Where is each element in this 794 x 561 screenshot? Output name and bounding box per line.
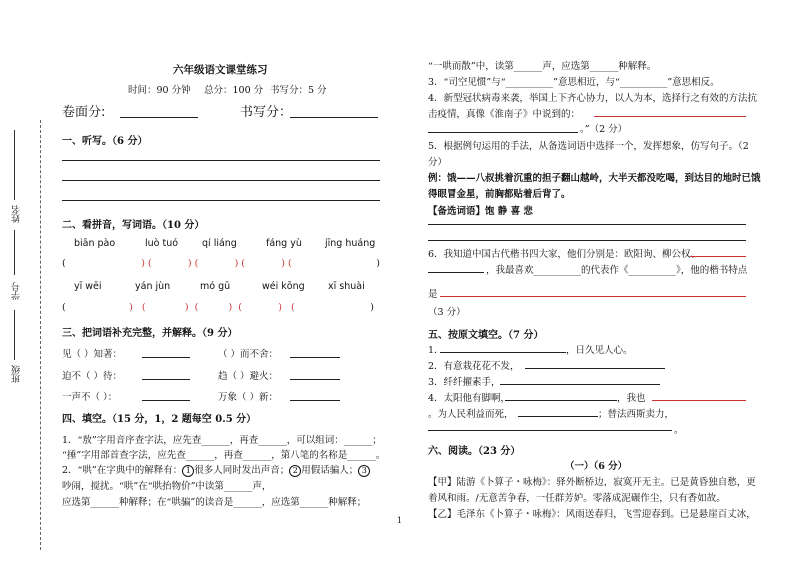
circle-2-icon: 2 <box>289 465 301 477</box>
idiom-answer[interactable] <box>290 357 340 358</box>
quote-answer[interactable] <box>594 116 746 117</box>
poem-answer[interactable] <box>525 368 665 369</box>
poem-answer[interactable] <box>518 416 598 417</box>
pinyin: biān pào <box>74 238 116 249</box>
poem-answer[interactable] <box>505 400 617 401</box>
class-line <box>14 310 15 360</box>
answer-boxes-row1[interactable]: ( ) ( ) ( ) ( ) ( ) <box>62 258 380 269</box>
write-line[interactable] <box>428 224 746 225</box>
time-info: 时间：90 分钟 <box>128 85 191 96</box>
poem-answer[interactable] <box>440 352 566 353</box>
section-1-title: 一、听写。（6 分） <box>62 136 148 147</box>
write-line[interactable] <box>428 240 746 241</box>
r-line-1: “一哄而散”中，读第______声，应选第______种解释。 <box>428 61 657 72</box>
pinyin: mó gū <box>200 281 231 292</box>
writing-info: 书写分：5 分 <box>270 85 327 96</box>
idiom-2: （ ）而不舍： <box>218 349 279 360</box>
article-line-2: 着风和雨。/无意苦争春，一任群芳妒。零落成泥碾作尘，只有香如故。 <box>428 493 726 504</box>
r-line-3: 4．新型冠状病毒来袭，举国上下齐心协力，以人为本，选择行之有效的方法抗 <box>428 93 758 104</box>
poem-answer[interactable] <box>652 400 746 401</box>
subsection-title: （一）（6 分） <box>565 461 628 472</box>
idiom-1: 见（ ）知著： <box>62 349 123 360</box>
id-label: 学号 <box>12 282 22 300</box>
r-line-4: 击疫情，真像《淮南子》中说到的： <box>428 109 581 120</box>
poem-1-end: ，日久见人心。 <box>566 345 633 356</box>
calligrapher-answer[interactable] <box>690 256 746 257</box>
pinyin: yī wēi <box>74 281 102 292</box>
id-line <box>14 230 15 275</box>
fill-line-4: 吵闹，搅扰。“哄”在“哄抬物价”中读第______声， <box>62 481 272 492</box>
section-6-title: 六、阅读。（23 分） <box>428 446 521 457</box>
pinyin: qí liáng <box>202 238 237 249</box>
pinyin: jīng huáng <box>325 238 376 249</box>
poem-5b: ；替法西斯卖力， <box>598 409 675 420</box>
example-2: 得眼冒金星，前胸都贴着后背了。 <box>428 189 571 200</box>
page-title: 六年级语文课堂练习 <box>173 64 268 76</box>
word-options: 【备选词语】饱 静 喜 悲 <box>428 206 533 217</box>
poem-3: 3．纤纤擢素手， <box>428 377 501 388</box>
write-score-field[interactable] <box>290 117 378 118</box>
answer-boxes-row2[interactable]: ( ) ( ) ( ) ( ) ( ) <box>62 302 374 313</box>
r-line-2: 3．“司空见惯”与“__________”意思相近，与“__________”意思相反。 <box>428 77 720 88</box>
fill-line-2: “捶”字用部首查字法，应先查______，再查______，第八笔的名称是______。 <box>62 450 386 461</box>
dictation-line[interactable] <box>62 180 380 181</box>
poem-2: 2．有意栽花花不发， <box>428 361 520 372</box>
r-line-6: 5．根据例句运用的手法，从备选词语中选择一个，发挥想象，仿写句子。（2 <box>428 141 749 152</box>
idiom-3: 迫不（ ）待： <box>62 371 123 382</box>
fill-line-5: 应选第______种解释；在“哄骗”的读音是______，应选第______种解释； <box>62 497 367 508</box>
dictation-line[interactable] <box>62 160 380 161</box>
poem-answer[interactable] <box>428 430 672 431</box>
poem-answer[interactable] <box>500 384 660 385</box>
idiom-answer[interactable] <box>142 400 190 401</box>
name-label: 姓名 <box>12 205 22 223</box>
section-4-title: 四、填空。（15 分，1，2 题每空 0.5 分） <box>62 414 257 425</box>
r-line-9: ，我最喜欢__________的代表作《__________》，他的楷书特点 <box>486 265 748 276</box>
total-info: 总分：100 分 <box>204 85 264 96</box>
poem-4a: 4．太阳他有脚啊， <box>428 393 511 404</box>
idiom-5: 一声不（ ）： <box>62 392 118 403</box>
poem-end-mark: 。 <box>674 425 684 436</box>
section-2-title: 二、看拼音，写词语。（10 分） <box>62 220 205 231</box>
page-number: 1 <box>397 516 403 525</box>
circle-3-icon: 3 <box>358 465 370 477</box>
r-line-10: 是 <box>428 289 438 300</box>
article-line-1: 【甲】陆游《卜算子・咏梅》：驿外断桥边，寂寞开无主。已是黄昏独自愁，更 <box>428 477 756 488</box>
pinyin: yán jùn <box>135 281 171 292</box>
paper-score-label: 卷面分: <box>62 105 106 120</box>
paper-score-field[interactable] <box>120 117 198 118</box>
section-3-title: 三、把词语补充完整，并解释。（9 分） <box>62 328 238 339</box>
article-line-3: 【乙】毛泽东《卜算子・咏梅》：风雨送春归，飞雪迎春到。已是悬崖百丈冰， <box>428 509 756 520</box>
idiom-answer[interactable] <box>142 357 190 358</box>
fill-line-1: 1．“敖”字用音序查字法，应先查______，再查______，可以组词：______； <box>62 435 382 446</box>
style-answer[interactable] <box>440 296 746 297</box>
idiom-answer[interactable] <box>290 400 340 401</box>
pinyin: fáng yù <box>266 238 302 249</box>
idiom-answer[interactable] <box>142 379 190 380</box>
idiom-answer[interactable] <box>290 379 340 380</box>
r-line-11: （3 分） <box>428 307 466 318</box>
binding-line <box>40 120 41 550</box>
fill-line-3: 2．“哄”在字典中的解释有： 1 很多人同时发出声音； 2 用假话骗人； 3 <box>62 462 370 477</box>
example-1: 例：饿——八叔挑着沉重的担子翻山越岭，大半天都没吃喝，到达目的地时已饿 <box>428 173 761 184</box>
r-line-7: 分） <box>428 157 448 168</box>
quote-answer[interactable] <box>428 132 578 133</box>
calligrapher-answer[interactable] <box>428 272 484 273</box>
circle-1-icon: 1 <box>182 465 194 477</box>
r-line-8: 6．我知道中国古代楷书四大家，他们分别是：欧阳询、柳公权、 <box>428 249 701 260</box>
poem-4b: ，我也 <box>617 393 646 404</box>
idiom-6: 万象（ ）新： <box>218 392 279 403</box>
idiom-4: 趋（ ）避火： <box>218 371 279 382</box>
dictation-line[interactable] <box>62 200 380 201</box>
r-line-5: 。”（2 分） <box>580 124 628 135</box>
name-line <box>14 130 15 200</box>
write-score-label: 书写分： <box>240 105 293 120</box>
pinyin: xī shuài <box>328 281 365 292</box>
pinyin: luò tuó <box>145 238 179 249</box>
poem-5a: 。为人民利益而死， <box>428 409 514 420</box>
pinyin: wéi kōng <box>262 281 305 292</box>
poem-1: 1． <box>428 345 444 356</box>
class-label: 班级 <box>12 365 22 383</box>
section-5-title: 五、按原文填空。（7 分） <box>428 330 544 341</box>
